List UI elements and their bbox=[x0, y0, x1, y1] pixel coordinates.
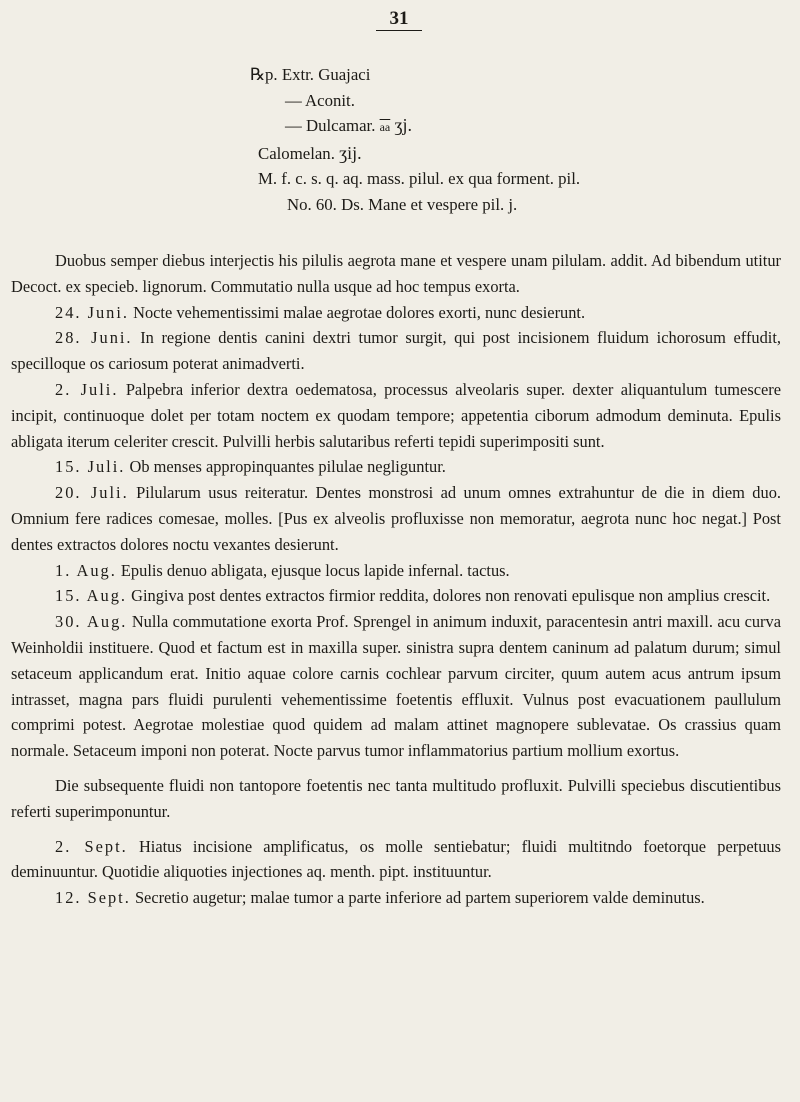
paragraph bbox=[11, 325, 781, 377]
paragraph bbox=[11, 583, 781, 609]
entry-date: 30. Aug. bbox=[55, 612, 128, 632]
ana-mark: $\overline{aa}$ bbox=[379, 120, 391, 134]
entry-date: 24. Juni. bbox=[55, 302, 130, 322]
entry-date: 20. Juli. bbox=[55, 483, 129, 503]
entry-date: 12. Sept. bbox=[55, 888, 131, 908]
paragraph bbox=[11, 558, 781, 584]
prescription-line-3 bbox=[0, 113, 800, 141]
paragraph bbox=[11, 834, 781, 886]
paragraph bbox=[11, 377, 781, 454]
entry-date: 15. Aug. bbox=[55, 586, 128, 606]
prescription-line-6: No. 60. Ds. Mane et vespere pil. j. bbox=[287, 194, 518, 214]
prescription-item: — Dulcamar. bbox=[285, 116, 376, 135]
page-number: 31 bbox=[376, 8, 422, 31]
prescription-line-5: M. f. c. s. q. aq. mass. pilul. ex qua forment. pil. bbox=[258, 169, 581, 188]
paragraph-text: Duobus semper diebus interjectis his pilulis aegrota mane et vespere unam pilulam. addit. Ad bibendum utitur Decoct. ex specieb. lignorum. Commutatio nulla usque ad hoc tempus exorta. bbox=[11, 251, 781, 296]
prescription-item: Extr. Guajaci bbox=[281, 65, 371, 84]
entry-date: 15. Juli. bbox=[55, 457, 126, 477]
entry-date: 28. Juni. bbox=[55, 328, 133, 348]
entry-date: 2. Juli. bbox=[55, 379, 119, 399]
paragraph-text: Nocte vehementissimi malae aegrotae dolores exorti, nunc desierunt. bbox=[133, 302, 586, 322]
paragraph bbox=[11, 248, 781, 300]
entry-date: 2. Sept. bbox=[55, 836, 128, 856]
paragraph bbox=[11, 773, 781, 825]
dose: ʒij. bbox=[339, 142, 362, 163]
paragraph-text: Ob menses appropinquantes pilulae negliguntur. bbox=[129, 457, 446, 477]
paragraph-text: In regione dentis canini dextri tumor surgit, qui post incisionem fluidum ichorosum effudit, specilloque os cariosum poterat animadverti. bbox=[11, 328, 781, 374]
prescription-line-2: — Aconit. bbox=[285, 90, 355, 110]
paragraph-text: Secretio augetur; malae tumor a parte inferiore ad partem superiorem valde deminutus. bbox=[134, 888, 705, 908]
paragraph bbox=[11, 609, 781, 764]
paragraph-text: Epulis denuo abligata, ejusque locus lapide infernal. tactus. bbox=[120, 560, 510, 580]
prescription-block bbox=[0, 62, 800, 217]
dose: ʒj. bbox=[394, 115, 412, 135]
body-text bbox=[11, 248, 781, 911]
prescription-line-1 bbox=[0, 62, 800, 88]
paragraph bbox=[11, 480, 781, 557]
recipe-symbol: ℞p. bbox=[250, 65, 278, 84]
paragraph-text: Nulla commutatione exorta Prof. Sprengel in animum induxit, paracentesin antri maxill. acu curva Weinholdii instituere. Quod et factum est in maxilla super. sinistra supra dentem caninum ad palatum durum; simul setaceum applicandum erat. Initio aquae colore carnis cochlear parvum circiter, quum autem acus antrum ipsum intrasset, magna pars fluidi purulenti vehementissime foetentis effluxit. Vulnus post evacuationem paullulum comprimi potest. Aegrotae molestiae quod quidem ad malam attinet magnopere sublevatae. Os crassius quam normale. Setaceum imponi non poterat. Nocte parvus tumor inflammatorius partium mollium exortus. bbox=[11, 612, 781, 761]
paragraph bbox=[11, 885, 781, 911]
paragraph-text: Die subsequente fluidi non tantopore foetentis nec tanta multitudo profluxit. Pulvilli speciebus discutientibus referti superimponuntur. bbox=[11, 775, 781, 821]
paragraph-text: Palpebra inferior dextra oedematosa, processus alveolaris super. dexter aliquantulum tumescere incipit, continuoque dolet per totam noctem ex quodam tempore; appetentia ciborum admodum deminuta. Epulis abligata iterum celeriter crescit. Pulvilli herbis salutaribus referti tepidi superimpositi sunt. bbox=[11, 379, 781, 451]
paragraph-text: Gingiva post dentes extractos firmior reddita, dolores non renovati epulisque non amplius crescit. bbox=[131, 586, 771, 606]
prescription-item: Calomelan. bbox=[258, 143, 335, 163]
entry-date: 1. Aug. bbox=[55, 560, 117, 580]
paragraph bbox=[11, 454, 781, 480]
paragraph bbox=[11, 300, 781, 326]
prescription-line-4 bbox=[0, 141, 800, 167]
paragraph-text: Pilularum usus reiteratur. Dentes monstrosi ad unum omnes extrahuntur de die in diem duo. Omnium fere radices comesae, molles. [Pus ex alveolis profluxisse non memoratur, aegrota nunc hoc negat.] Post dentes extractos dolores noctu vexantes desierunt. bbox=[11, 483, 781, 554]
paragraph-text: Hiatus incisione amplificatus, os molle sentiebatur; fluidi multitndo foetorque perpetuus deminuuntur. Quotidie aliquoties injectiones aq. menth. pipt. instituuntur. bbox=[11, 836, 781, 882]
